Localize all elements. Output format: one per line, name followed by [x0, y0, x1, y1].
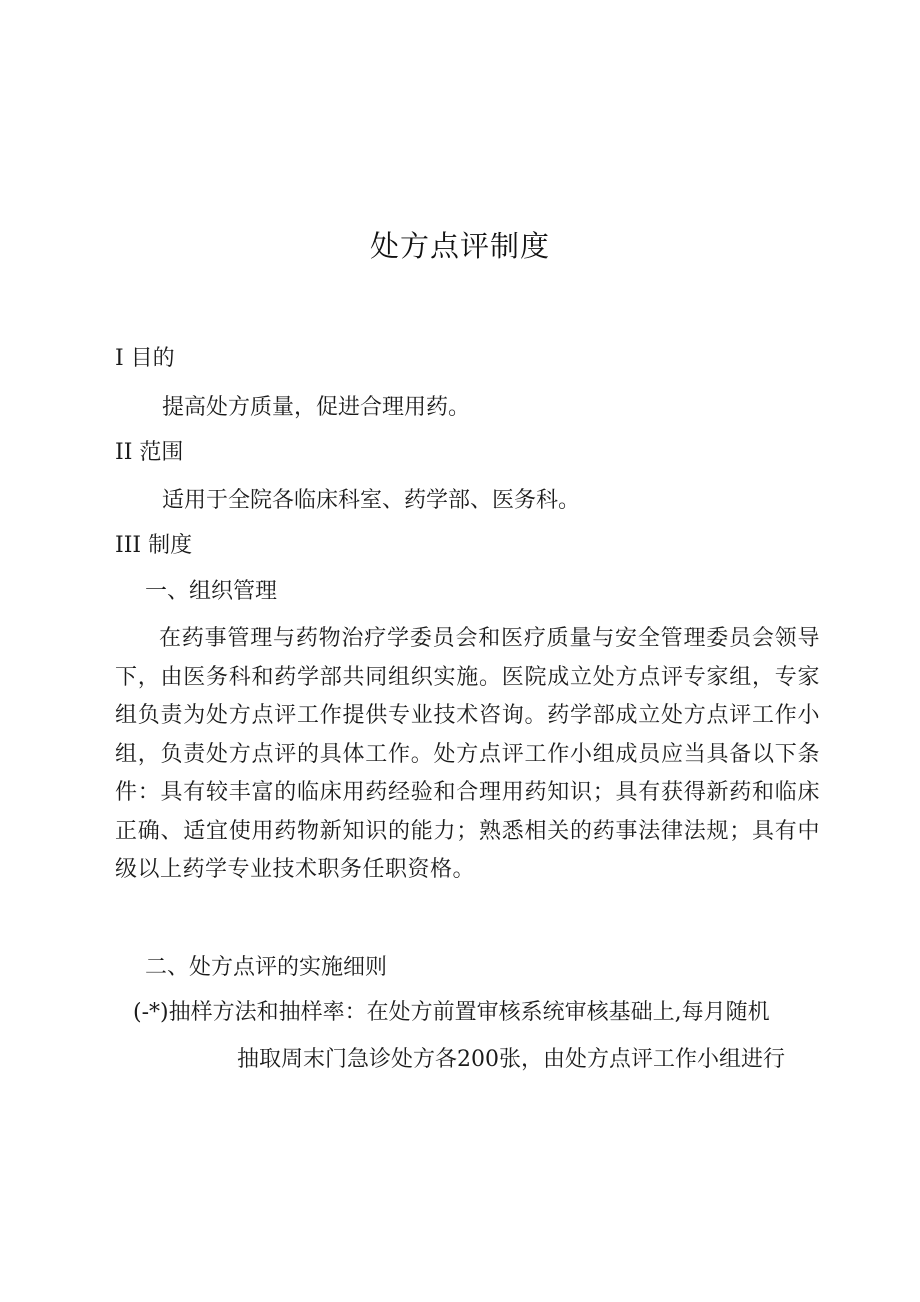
implementation-heading: 二、处方点评的实施细则 [145, 955, 388, 980]
purpose-text: 提高处方质量，促进合理用药。 [162, 395, 471, 420]
scope-text: 适用于全院各临床科室、药学部、医务科。 [162, 488, 581, 513]
purpose-heading: I 目的 [115, 346, 175, 371]
system-heading: III 制度 [115, 533, 193, 558]
list-item-sampling-line2: 抽取周末门急诊处方各200张，由处方点评工作小组进行 [237, 1047, 785, 1072]
org-paragraph: 在药事管理与药物治疗学委员会和医疗质量与安全管理委员会领导下，由医务科和药学部共同组织实施。医院成立处方点评专家组，专家组负责为处方点评工作提供专业技术咨询。药学部成立处方点评工作小组，负责处方点评的具体工作。处方点评工作小组成员应当具备以下条件：具有较丰富的临床用药经验和合理用药知识；具有获得新药和临床正确、适宜使用药物新知识的能力；熟悉相关的药事法律法规；具有中级以上药学专业技术职务任职资格。 [115, 626, 820, 882]
org-heading: 一、组织管理 [145, 579, 278, 604]
document-title: 处方点评制度 [369, 229, 550, 263]
scope-heading: II 范围 [115, 440, 184, 465]
list-item-sampling-line1: (-*)抽样方法和抽样率：在处方前置审核系统审核基础上,每月随机 [133, 1000, 770, 1025]
